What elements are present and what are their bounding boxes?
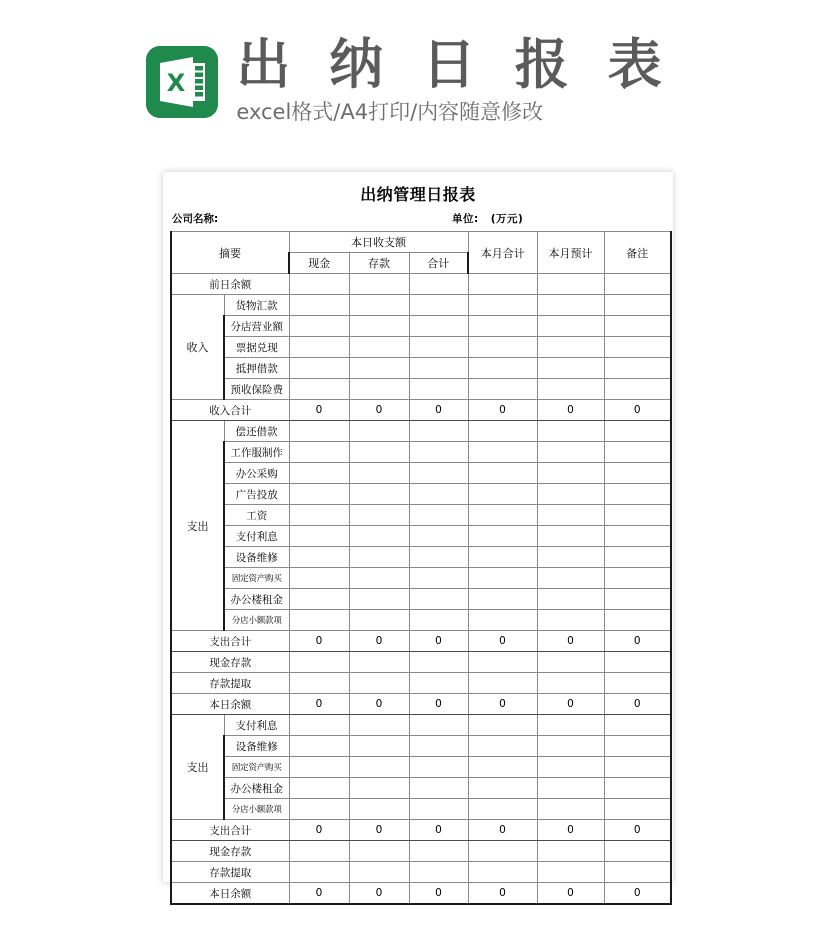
cell-cash[interactable] [289, 736, 349, 757]
cell-deposit[interactable] [349, 442, 409, 463]
table-row [171, 337, 671, 358]
cell-month-forecast[interactable] [537, 652, 604, 673]
col-header-month-total: 本月合计 [468, 232, 537, 274]
cell-month-forecast[interactable] [537, 274, 604, 295]
cell-cash[interactable] [289, 295, 349, 316]
cashier-daily-report-table [170, 231, 672, 905]
cell-remark[interactable] [604, 442, 671, 463]
cell-day-balance-forecast-overflow: 0 [537, 883, 604, 905]
cell-day-balance-deposit-overflow: 0 [349, 883, 409, 905]
cell-remark[interactable] [604, 589, 671, 610]
cell-cash[interactable] [289, 610, 349, 631]
row-label-income-1: 分店营业额 [224, 316, 289, 337]
row-label-prev-balance: 前日余额 [171, 274, 289, 295]
cell-deposit[interactable] [349, 736, 409, 757]
cell-month-total[interactable] [468, 547, 537, 568]
cell-remark[interactable] [604, 799, 671, 820]
cell-month-forecast[interactable] [537, 295, 604, 316]
group-label-income: 收入 [171, 295, 224, 400]
cell-cash[interactable] [289, 379, 349, 400]
cell-month-total[interactable] [468, 463, 537, 484]
cell-cash[interactable] [289, 778, 349, 799]
cell-month-total[interactable] [468, 505, 537, 526]
cell-income-total-deposit: 0 [349, 400, 409, 421]
cell-expense-total-remark-overflow: 0 [604, 820, 671, 841]
cell-cash[interactable] [289, 526, 349, 547]
table-row [171, 589, 671, 610]
row-label-overflow-1: 设备维修 [224, 736, 289, 757]
cell-month-total[interactable] [468, 673, 537, 694]
cell-deposit[interactable] [349, 358, 409, 379]
cell-income-total-cash: 0 [289, 400, 349, 421]
banner-title: 出 纳 日 报 表 [236, 33, 672, 97]
cell-month-forecast[interactable] [537, 568, 604, 589]
cell-deposit[interactable] [349, 715, 409, 736]
table-row [171, 652, 671, 673]
table-row-overflow [171, 757, 671, 778]
row-label-deposit-withdraw: 存款提取 [171, 673, 289, 694]
promo-banner [0, 0, 830, 165]
cell-month-total[interactable] [468, 778, 537, 799]
cell-cash[interactable] [289, 757, 349, 778]
table-row-income-total [171, 400, 671, 421]
col-header-today-group: 本日收支额 [289, 232, 468, 253]
cell-cash[interactable] [289, 421, 349, 442]
cell-cash[interactable] [289, 652, 349, 673]
cell-remark[interactable] [604, 547, 671, 568]
table-row-overflow [171, 778, 671, 799]
cell-subtotal[interactable] [409, 757, 468, 778]
cell-subtotal[interactable] [409, 568, 468, 589]
row-label-income-2: 票据兑现 [224, 337, 289, 358]
cell-cash[interactable] [289, 484, 349, 505]
cell-expense-total-cash: 0 [289, 631, 349, 652]
cell-month-total[interactable] [468, 652, 537, 673]
table-row [171, 379, 671, 400]
cell-month-total[interactable] [468, 568, 537, 589]
banner-subtitle: excel格式/A4打印/内容随意修改 [236, 100, 544, 125]
cell-subtotal[interactable] [409, 463, 468, 484]
row-label-expense-6: 设备维修 [224, 547, 289, 568]
cell-month-total[interactable] [468, 358, 537, 379]
cell-month-forecast[interactable] [537, 379, 604, 400]
cell-deposit[interactable] [349, 610, 409, 631]
table-row [171, 484, 671, 505]
cell-deposit[interactable] [349, 484, 409, 505]
cell-subtotal[interactable] [409, 841, 468, 862]
cell-remark[interactable] [604, 463, 671, 484]
cell-subtotal[interactable] [409, 736, 468, 757]
cell-cash[interactable] [289, 589, 349, 610]
row-label-income-4: 预收保险费 [224, 379, 289, 400]
cell-expense-total-subtotal: 0 [409, 631, 468, 652]
cell-day-balance-deposit: 0 [349, 694, 409, 715]
cell-month-forecast[interactable] [537, 610, 604, 631]
table-row [171, 442, 671, 463]
cell-day-balance-cash: 0 [289, 694, 349, 715]
cell-expense-total-deposit: 0 [349, 631, 409, 652]
row-label-cash-deposit: 现金存款 [171, 652, 289, 673]
cell-deposit[interactable] [349, 589, 409, 610]
cell-remark[interactable] [604, 757, 671, 778]
row-label-overflow-2: 固定资产购买 [224, 757, 289, 778]
cell-month-total[interactable] [468, 316, 537, 337]
cell-remark[interactable] [604, 736, 671, 757]
cell-month-total[interactable] [468, 274, 537, 295]
cell-day-balance-month: 0 [468, 694, 537, 715]
row-label-expense-9: 分店小额款项 [224, 610, 289, 631]
cell-remark[interactable] [604, 274, 671, 295]
cell-month-forecast[interactable] [537, 505, 604, 526]
cell-remark[interactable] [604, 862, 671, 883]
table-row [171, 316, 671, 337]
cell-deposit[interactable] [349, 316, 409, 337]
cell-cash[interactable] [289, 862, 349, 883]
cell-cash[interactable] [289, 337, 349, 358]
cell-expense-total-deposit-overflow: 0 [349, 820, 409, 841]
cell-month-total[interactable] [468, 337, 537, 358]
cell-deposit[interactable] [349, 379, 409, 400]
cell-month-total[interactable] [468, 757, 537, 778]
cell-deposit[interactable] [349, 274, 409, 295]
cell-cash[interactable] [289, 841, 349, 862]
cell-month-forecast[interactable] [537, 736, 604, 757]
cell-cash[interactable] [289, 715, 349, 736]
cell-remark[interactable] [604, 673, 671, 694]
cell-remark[interactable] [604, 295, 671, 316]
cell-subtotal[interactable] [409, 442, 468, 463]
report-sheet [163, 172, 673, 900]
cell-remark[interactable] [604, 358, 671, 379]
cell-remark[interactable] [604, 652, 671, 673]
table-row-overflow [171, 799, 671, 820]
cell-cash[interactable] [289, 463, 349, 484]
cell-expense-total-forecast: 0 [537, 631, 604, 652]
cell-cash[interactable] [289, 547, 349, 568]
row-label-overflow-4: 分店小额款项 [224, 799, 289, 820]
cell-deposit[interactable] [349, 652, 409, 673]
table-row-day-balance [171, 694, 671, 715]
cell-subtotal[interactable] [409, 484, 468, 505]
table-row-overflow [171, 715, 671, 736]
table-row-day-balance-overflow [171, 883, 671, 905]
company-name-label: 公司名称: [172, 213, 219, 225]
unit-block [452, 211, 523, 226]
cell-day-balance-subtotal-overflow: 0 [409, 883, 468, 905]
cell-remark[interactable] [604, 379, 671, 400]
col-header-remark: 备注 [604, 232, 671, 274]
cell-month-forecast[interactable] [537, 841, 604, 862]
cell-subtotal[interactable] [409, 715, 468, 736]
cell-deposit[interactable] [349, 295, 409, 316]
table-row [171, 547, 671, 568]
row-label-expense-8: 办公楼租金 [224, 589, 289, 610]
group-label-expense-overflow: 支出 [171, 715, 224, 820]
cell-subtotal[interactable] [409, 316, 468, 337]
cell-subtotal[interactable] [409, 610, 468, 631]
banner-content [146, 33, 672, 129]
group-label-expense: 支出 [171, 421, 224, 631]
cell-deposit[interactable] [349, 568, 409, 589]
cell-month-forecast[interactable] [537, 316, 604, 337]
col-header-month-forecast: 本月预计 [537, 232, 604, 274]
cell-remark[interactable] [604, 715, 671, 736]
cell-day-balance-subtotal: 0 [409, 694, 468, 715]
row-label-expense-7: 固定资产购买 [224, 568, 289, 589]
row-label-cash-deposit-overflow: 现金存款 [171, 841, 289, 862]
table-row [171, 610, 671, 631]
cell-subtotal[interactable] [409, 799, 468, 820]
cell-subtotal[interactable] [409, 274, 468, 295]
unit-value: (万元) [490, 213, 524, 225]
cell-remark[interactable] [604, 526, 671, 547]
col-header-subtotal: 合计 [409, 253, 468, 274]
cell-month-forecast[interactable] [537, 799, 604, 820]
cell-month-forecast[interactable] [537, 778, 604, 799]
cell-month-forecast[interactable] [537, 484, 604, 505]
cell-cash[interactable] [289, 799, 349, 820]
cell-remark[interactable] [604, 841, 671, 862]
cell-deposit[interactable] [349, 505, 409, 526]
cell-income-total-month: 0 [468, 400, 537, 421]
table-row [171, 526, 671, 547]
cell-month-forecast[interactable] [537, 757, 604, 778]
cell-month-forecast[interactable] [537, 673, 604, 694]
cell-subtotal[interactable] [409, 652, 468, 673]
row-label-expense-3: 广告投放 [224, 484, 289, 505]
row-label-day-balance: 本日余额 [171, 694, 289, 715]
cell-deposit[interactable] [349, 862, 409, 883]
cell-cash[interactable] [289, 358, 349, 379]
row-label-expense-total: 支出合计 [171, 631, 289, 652]
cell-month-total[interactable] [468, 841, 537, 862]
table-row [171, 421, 671, 442]
cell-remark[interactable] [604, 568, 671, 589]
cell-subtotal[interactable] [409, 295, 468, 316]
cell-remark[interactable] [604, 778, 671, 799]
cell-month-forecast[interactable] [537, 358, 604, 379]
cell-day-balance-remark: 0 [604, 694, 671, 715]
cell-deposit[interactable] [349, 463, 409, 484]
cell-subtotal[interactable] [409, 673, 468, 694]
cell-month-total[interactable] [468, 715, 537, 736]
row-label-overflow-0: 支付利息 [224, 715, 289, 736]
col-header-deposit: 存款 [349, 253, 409, 274]
excel-x-icon [146, 46, 218, 118]
cell-expense-total-forecast-overflow: 0 [537, 820, 604, 841]
table-row-overflow [171, 862, 671, 883]
cell-expense-total-month: 0 [468, 631, 537, 652]
cell-cash[interactable] [289, 274, 349, 295]
table-row-overflow [171, 736, 671, 757]
svg-text:X: X [167, 69, 186, 98]
cell-month-total[interactable] [468, 610, 537, 631]
cell-deposit[interactable] [349, 337, 409, 358]
cell-day-balance-month-overflow: 0 [468, 883, 537, 905]
row-label-expense-1: 工作服制作 [224, 442, 289, 463]
row-label-day-balance-overflow: 本日余额 [171, 883, 289, 905]
cell-deposit[interactable] [349, 547, 409, 568]
table-row [171, 295, 671, 316]
cell-deposit[interactable] [349, 778, 409, 799]
cell-cash[interactable] [289, 673, 349, 694]
banner-text-block [236, 33, 672, 129]
cell-remark[interactable] [604, 610, 671, 631]
cell-deposit[interactable] [349, 421, 409, 442]
cell-month-total[interactable] [468, 736, 537, 757]
cell-month-forecast[interactable] [537, 547, 604, 568]
cell-subtotal[interactable] [409, 547, 468, 568]
cell-month-total[interactable] [468, 799, 537, 820]
cell-remark[interactable] [604, 421, 671, 442]
cell-month-forecast[interactable] [537, 442, 604, 463]
cell-month-forecast[interactable] [537, 589, 604, 610]
meta-row [170, 211, 666, 231]
row-label-income-0: 货物汇款 [224, 295, 289, 316]
cell-month-total[interactable] [468, 421, 537, 442]
cell-deposit[interactable] [349, 841, 409, 862]
cell-cash[interactable] [289, 568, 349, 589]
cell-month-total[interactable] [468, 526, 537, 547]
cell-subtotal[interactable] [409, 526, 468, 547]
row-label-expense-0: 偿还借款 [224, 421, 289, 442]
row-label-expense-5: 支付利息 [224, 526, 289, 547]
cell-month-total[interactable] [468, 295, 537, 316]
cell-month-forecast[interactable] [537, 421, 604, 442]
table-row-expense-total-overflow [171, 820, 671, 841]
cell-cash[interactable] [289, 316, 349, 337]
row-label-expense-4: 工资 [224, 505, 289, 526]
cell-deposit[interactable] [349, 526, 409, 547]
cell-remark[interactable] [604, 484, 671, 505]
table-header-row-1 [171, 232, 671, 253]
cell-day-balance-forecast: 0 [537, 694, 604, 715]
cell-expense-total-subtotal-overflow: 0 [409, 820, 468, 841]
col-header-summary: 摘要 [171, 232, 289, 274]
page-title: 出纳管理日报表 [360, 185, 476, 204]
cell-remark[interactable] [604, 316, 671, 337]
cell-subtotal[interactable] [409, 358, 468, 379]
table-row [171, 673, 671, 694]
table-row-expense-total [171, 631, 671, 652]
table-row [171, 274, 671, 295]
cell-expense-total-cash-overflow: 0 [289, 820, 349, 841]
cell-subtotal[interactable] [409, 421, 468, 442]
cell-remark[interactable] [604, 337, 671, 358]
table-row [171, 463, 671, 484]
cell-month-total[interactable] [468, 379, 537, 400]
cell-remark[interactable] [604, 505, 671, 526]
table-row [171, 568, 671, 589]
cell-deposit[interactable] [349, 799, 409, 820]
cell-income-total-subtotal: 0 [409, 400, 468, 421]
cell-month-forecast[interactable] [537, 526, 604, 547]
cell-subtotal[interactable] [409, 778, 468, 799]
cell-month-forecast[interactable] [537, 463, 604, 484]
cell-month-total[interactable] [468, 442, 537, 463]
cell-income-total-forecast: 0 [537, 400, 604, 421]
row-label-expense-total-overflow: 支出合计 [171, 820, 289, 841]
table-row-overflow [171, 841, 671, 862]
row-label-deposit-withdraw-overflow: 存款提取 [171, 862, 289, 883]
col-header-cash: 现金 [289, 253, 349, 274]
cell-subtotal[interactable] [409, 337, 468, 358]
cell-day-balance-cash-overflow: 0 [289, 883, 349, 905]
cell-expense-total-month-overflow: 0 [468, 820, 537, 841]
cell-subtotal[interactable] [409, 505, 468, 526]
cell-income-total-remark: 0 [604, 400, 671, 421]
cell-cash[interactable] [289, 505, 349, 526]
row-label-overflow-3: 办公楼租金 [224, 778, 289, 799]
cell-month-total[interactable] [468, 862, 537, 883]
cell-subtotal[interactable] [409, 862, 468, 883]
cell-day-balance-remark-overflow: 0 [604, 883, 671, 905]
cell-deposit[interactable] [349, 673, 409, 694]
cell-month-forecast[interactable] [537, 862, 604, 883]
row-label-expense-2: 办公采购 [224, 463, 289, 484]
row-label-income-total: 收入合计 [171, 400, 289, 421]
row-label-income-3: 抵押借款 [224, 358, 289, 379]
cell-month-forecast[interactable] [537, 715, 604, 736]
cell-month-total[interactable] [468, 484, 537, 505]
table-row [171, 505, 671, 526]
cell-expense-total-remark: 0 [604, 631, 671, 652]
cell-month-total[interactable] [468, 589, 537, 610]
unit-label: 单位: [452, 213, 479, 225]
cell-deposit[interactable] [349, 757, 409, 778]
cell-month-forecast[interactable] [537, 337, 604, 358]
table-row [171, 358, 671, 379]
cell-cash[interactable] [289, 442, 349, 463]
cell-subtotal[interactable] [409, 589, 468, 610]
cell-subtotal[interactable] [409, 379, 468, 400]
